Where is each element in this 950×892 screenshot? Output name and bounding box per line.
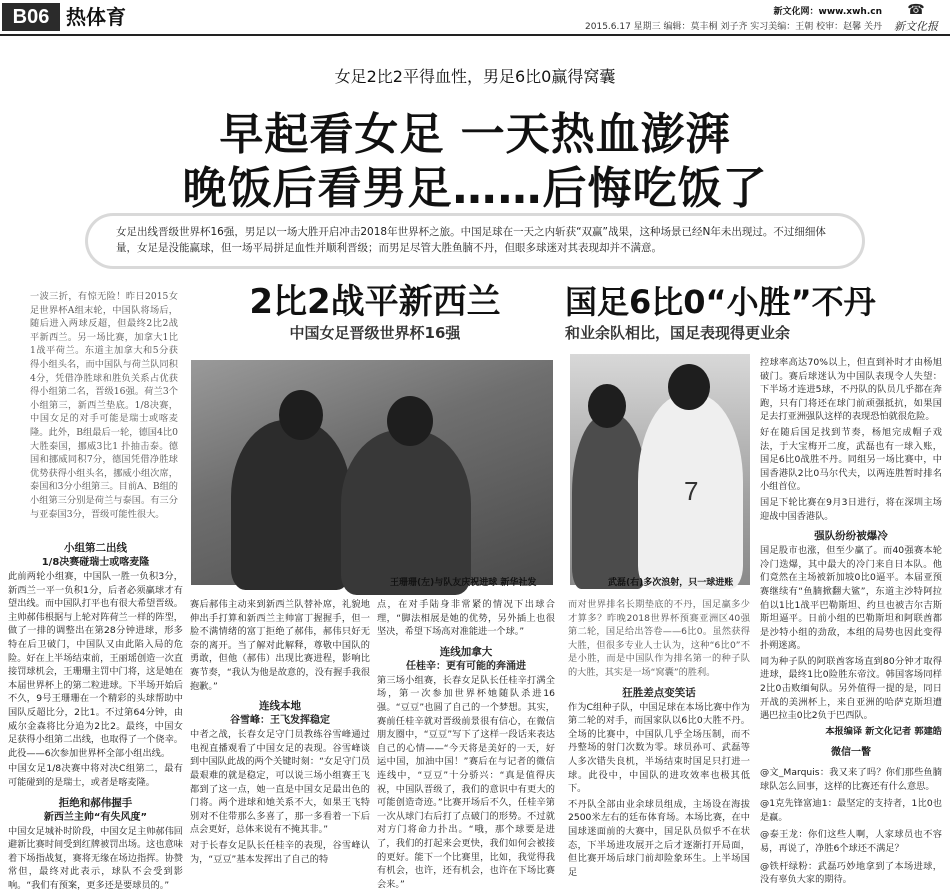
page-number: B06: [2, 3, 60, 31]
intro-column: [30, 290, 178, 540]
lede-bubble: 女足出线晋级世界杯16强，男足以一场大胜开启冲击2018年世界杯之旅。中国足球在一天之内斩获“双赢”战果，这种场景已经N年未出现过。不过细细体量，女足是没能赢球，但一场平局拼足血性并顺利晋级；而男足尽管大胜鱼腩不丹，但眼多球迷对其表现却并不满意。: [88, 216, 862, 266]
player-head: [387, 396, 433, 446]
logo-icon: ☎: [888, 2, 944, 18]
paragraph: 作为C组种子队，中国足球在本场比赛中作为第二轮的对手，而国家队以6比0大胜不丹。全场的比赛中，中国队几乎全场压制，而不丹整场的射门次数为零。球员孙可、武磊等人多次错失良机，半场结束时国足只打进一球。此役中，中国队的进攻效率也极其低下。: [568, 701, 750, 796]
subhead: 狂胜差点变笑话: [568, 686, 750, 701]
paragraph: 不丹队全部由业余球员组成，主场设在海拔2500米左右的廷布体育场。本场比赛，在中国球迷面前的大赛中，国足队员似乎不在状态，下半场进攻展开之后才逐渐打开局面，但比赛开场后球门前却险象环生。上半场国足: [568, 798, 750, 880]
paragraph: 同为种子队的阿联酋客场直到80分钟才取得进球，最终1比0险胜东帝汶。韩国客场同样2比0击败缅甸队。另外值得一提的是，同日开战的美洲杯上，来自亚洲的哈萨克斯坦遭遇巴拉圭0比2负于巴西队。: [760, 655, 942, 723]
column-2: [190, 598, 370, 856]
story-1-title-block: [190, 282, 560, 343]
subhead: 强队纷纷被爆冷: [760, 529, 942, 544]
weibo-header: 微信一瞥: [760, 746, 942, 760]
photo-caption-1: 王珊珊(左)与队友庆祝进球 新华社发: [390, 575, 536, 588]
jersey-number: 7: [684, 476, 698, 507]
weibo-comments: [760, 766, 942, 887]
site-url[interactable]: 新文化网：www.xwh.cn: [774, 4, 882, 17]
paragraph: 好在随后国足找到节奏，杨旭完成帽子戏法，于大宝梅开二度，武磊也有一球入账，国足6比0战胜不丹。同组另一场比赛中，中国香港队2比0马尔代夫，以两连胜暂时排名小组首位。: [760, 426, 942, 494]
logo-text: 新文化报: [894, 20, 938, 33]
subhead-1a: 小组第二出线: [8, 541, 183, 556]
mens-team-photo: [570, 354, 750, 585]
weibo-comment: @泰王龙：你们这些人啊，人家球员也不容易，再说了，净胜6个球还不满足？: [760, 828, 942, 855]
paragraph: 赛后郝伟主动来到新西兰队替补席，礼貌地伸出手打算和新西兰主帅富丁握握手，但一脸不满情绪的富丁拒绝了郝伟，郝伟只好无奈的离开。当了解对此解释，尊敬中国队的勇敢，但他（郝伟）出现比赛进程，影响比赛节奏，“我认为他是故意的，没有握手我很抱歉。”: [190, 598, 370, 693]
weibo-comment: @文_Marquis：我又来了吗？你们那些鱼腩球队怎么回事，这样的比赛还有什么意思。: [760, 766, 942, 793]
subhead: 连线本地: [190, 699, 370, 714]
column-1: [8, 535, 183, 855]
paragraph: 控球率高达70%以上，但直到补时才由杨旭破门。赛后球迷认为中国队表现令人失望：下半场才连进5球，不丹队的队员几乎都在奔跑，只有门将还在球门前顽强抵抗，如果国足去打亚洲强队这样的表现恐怕就很危险。: [760, 356, 942, 424]
womens-team-photo: [191, 360, 553, 585]
headline-line-2: 晚饭后看男足……后悔吃饭了: [0, 152, 950, 216]
weibo-comment: @1克先锋富迪1：最坚定的支持者，1比0也是赢。: [760, 797, 942, 824]
subhead: 连线加拿大: [377, 645, 555, 660]
story-1-title: 2比2战平新西兰: [190, 282, 560, 322]
story-1-subtitle: 中国女足晋级世界杯16强: [190, 322, 560, 343]
paragraph: 而对世界排名长期垫底的不丹，国足赢多少才算多？昨晚2018世界杯预赛亚洲区40强第二轮，国足给出答卷——6比0。虽然获得大胜，但很多专业人士认为，这种“6比0”不是小胜，而是中国队作为排名第一的种子队的大胜，其实是一场“窝囊”的胜利。: [568, 598, 750, 680]
dateline: 2015.6.17 星期三 编辑：莫丰桐 刘子齐 实习美编：王朝 校审：赵馨 关丹: [585, 19, 882, 32]
player-head: [279, 390, 323, 440]
player-head: [588, 384, 626, 428]
subhead-sub: 谷雪峰：王飞发挥稳定: [190, 714, 370, 728]
intro-text: 一波三折，有惊无险！昨日2015女足世界杯A组末轮，中国队将场后，随后进入两球反超，但最终2比2战平新西兰。另一场比赛，加拿大1比1战平荷兰。东道主加拿大和5分获得小组头名，而中国队与荷兰队同积4分，凭借净胜球和胜负关系占优获得小组第二名，晋级16强。荷兰3个小组第三，新西兰垫底。1/8决赛，中国女足的对手可能是瑞士或喀麦隆。此外，B组最后一轮，德国4比0大胜泰国，挪威3比1 扑抽击泰。德国和挪威同积7分，德国凭借净胜球优势获得小组头名，挪威小组次席，泰国和3分小组第三。目前A、B组的小组第三分别是荷兰与泰国。有三分与亚泰国3分，晋级可能性很大。: [30, 290, 178, 521]
story-2-subtitle: 和业余队相比，国足表现得更业余: [565, 322, 925, 343]
player-figure: [341, 430, 471, 595]
column-3: [377, 598, 555, 856]
subhead-1b: 1/8决赛碰瑞士或喀麦隆: [8, 556, 183, 570]
subhead-sub: 任桂辛：更有可能的奔涌进: [377, 660, 555, 674]
kicker: 女足2比2平得血性，男足6比0赢得窝囊: [0, 64, 950, 87]
paragraph: 点，在对手陆身非常紧的情况下出球合理，“脚法相展是她的优势，另外插上也很坚决，希望下场高对准能进一个球。”: [377, 598, 555, 639]
paragraph: 国足股市也涨，但至少赢了。而40强赛本轮冷门迭爆，其中最大的冷门来自日本队。他们竟然在主场被新加坡0比0逼平。本届亚预赛继续有“鱼腩掀翻大鲨”，东道主沙特阿拉伯以1比1战平巴勒斯坦、约旦也被吉尔吉斯斯坦逼平。日前小组的巴勒斯坦和阿联酋都是沙特小组的劲敌，本组的局势也因此变得扑朔迷离。: [760, 544, 942, 653]
story-2-title: 国足6比0“小胜”不丹: [565, 282, 925, 322]
player-head: [668, 364, 710, 410]
photo-caption-2: 武磊(右)多次浪射，只一球进账: [608, 575, 733, 588]
player-figure: [572, 414, 647, 589]
story-2-title-block: [565, 282, 925, 343]
headline-line-1: 早起看女足 一天热血澎湃: [0, 98, 950, 162]
column-4: [568, 598, 750, 856]
section-title: 热体育: [66, 3, 126, 31]
paragraph: 国足下轮比赛在9月3日进行，将在深圳主场迎战中国香港队。: [760, 496, 942, 523]
paragraph: 对于长春女足队长任桂辛的表现，谷雪峰认为，“豆豆”基本发挥出了自己的特: [190, 839, 370, 866]
subhead-2a: 拒绝和郝伟握手: [8, 796, 183, 811]
player-figure: [231, 420, 351, 590]
newspaper-logo: [888, 2, 944, 34]
page-header: [0, 0, 950, 36]
weibo-comment: @铁杆绿粉：武磊巧妙地拿到了本场进球，没有辜负大家的期待。: [760, 860, 942, 887]
column-5: [760, 356, 942, 856]
paragraph: 中者之战，长春女足守门员教练谷雪峰通过电视直播观看了中国女足的表现。谷雪峰谈到中国队此战的两个关键时刻：“女足守门员最艰难的就是稳定，可以说三场小组赛王飞都到了这一点，她一直是中国女足最出色的门将。两个进球和她关系不大，如果王飞特别对不住带那么多喜了，那一多看着一下后点会更好，总体来说有不掩其非。”: [190, 728, 370, 837]
paragraph: 第三场小组赛，长春女足队长任桂辛打满全场，第一次参加世界杯她随队杀进16强。“豆豆”也圆了自己的一个梦想。其实，赛前任桂辛就对晋级前景很有信心，在微信朋友圈中，“豆豆”写下了这样一段话来表达自己的心情——“今天将是美好的一天，好运中国，加油中国！”赛后在与记者的微信连线中，“豆豆”十分骄兴：“真是值得庆祝，中国队晋级了，我们的意识中有更大的可能创造奇迹。”比赛开场后不久，任桂辛第一次从球门右后打了点破门的形势。不过就对方门将命力扑出。“哦，那个球要是进了，我们的打起来会更快，我们如何会被接的更好。能下一个比赛里，比如，我觉得我有机会，也许，还有机会，也许在下场比赛会来。”: [377, 674, 555, 892]
byline: 本报编译 新文化记者 郭建皓: [760, 725, 942, 739]
subhead-2b: 新西兰主帅“有失风度”: [8, 811, 183, 825]
paragraph: 中国女足1/8决赛中将对决C组第二，最有可能碰到的是瑞士，或者是喀麦隆。: [8, 762, 183, 789]
paragraph: 此前两轮小组赛，中国队一胜一负积3分，新西兰一平一负积1分，后者必须赢球才有望出线。而中国队打平也有很大希望晋级。主帅郝伟根据与上轮对阵荷兰一样的阵型，做了一排的调整出在第28分钟进球，形多特在后卫破门，中国队又由此陷入局的危险。好在上半场结束前，王丽瑶创造一次直接罚球机会，王珊珊主罚中门将，这是她在本届世界杯上的第二粒进球。下半场开始后不久，9号王珊珊在一个精彩的头球帮助中国队反超比分，2比1。不过第64分钟，由威尔金森将比分追为2比2。最终，中国女足获得小组第二出线，也取得了一个侥幸。此役——6次参加世界杯全部小组出线。: [8, 570, 183, 760]
paragraph: 中国女足城补时阶段，中国女足主帅郝伟回避新比赛时间受到红牌被罚出场。这也意味着下场指战复，赛将无缘在场边指挥。协赞常但，最终对此表示，球队不会受到影响。“我们有预案，更多还是要球员的。”: [8, 825, 183, 892]
